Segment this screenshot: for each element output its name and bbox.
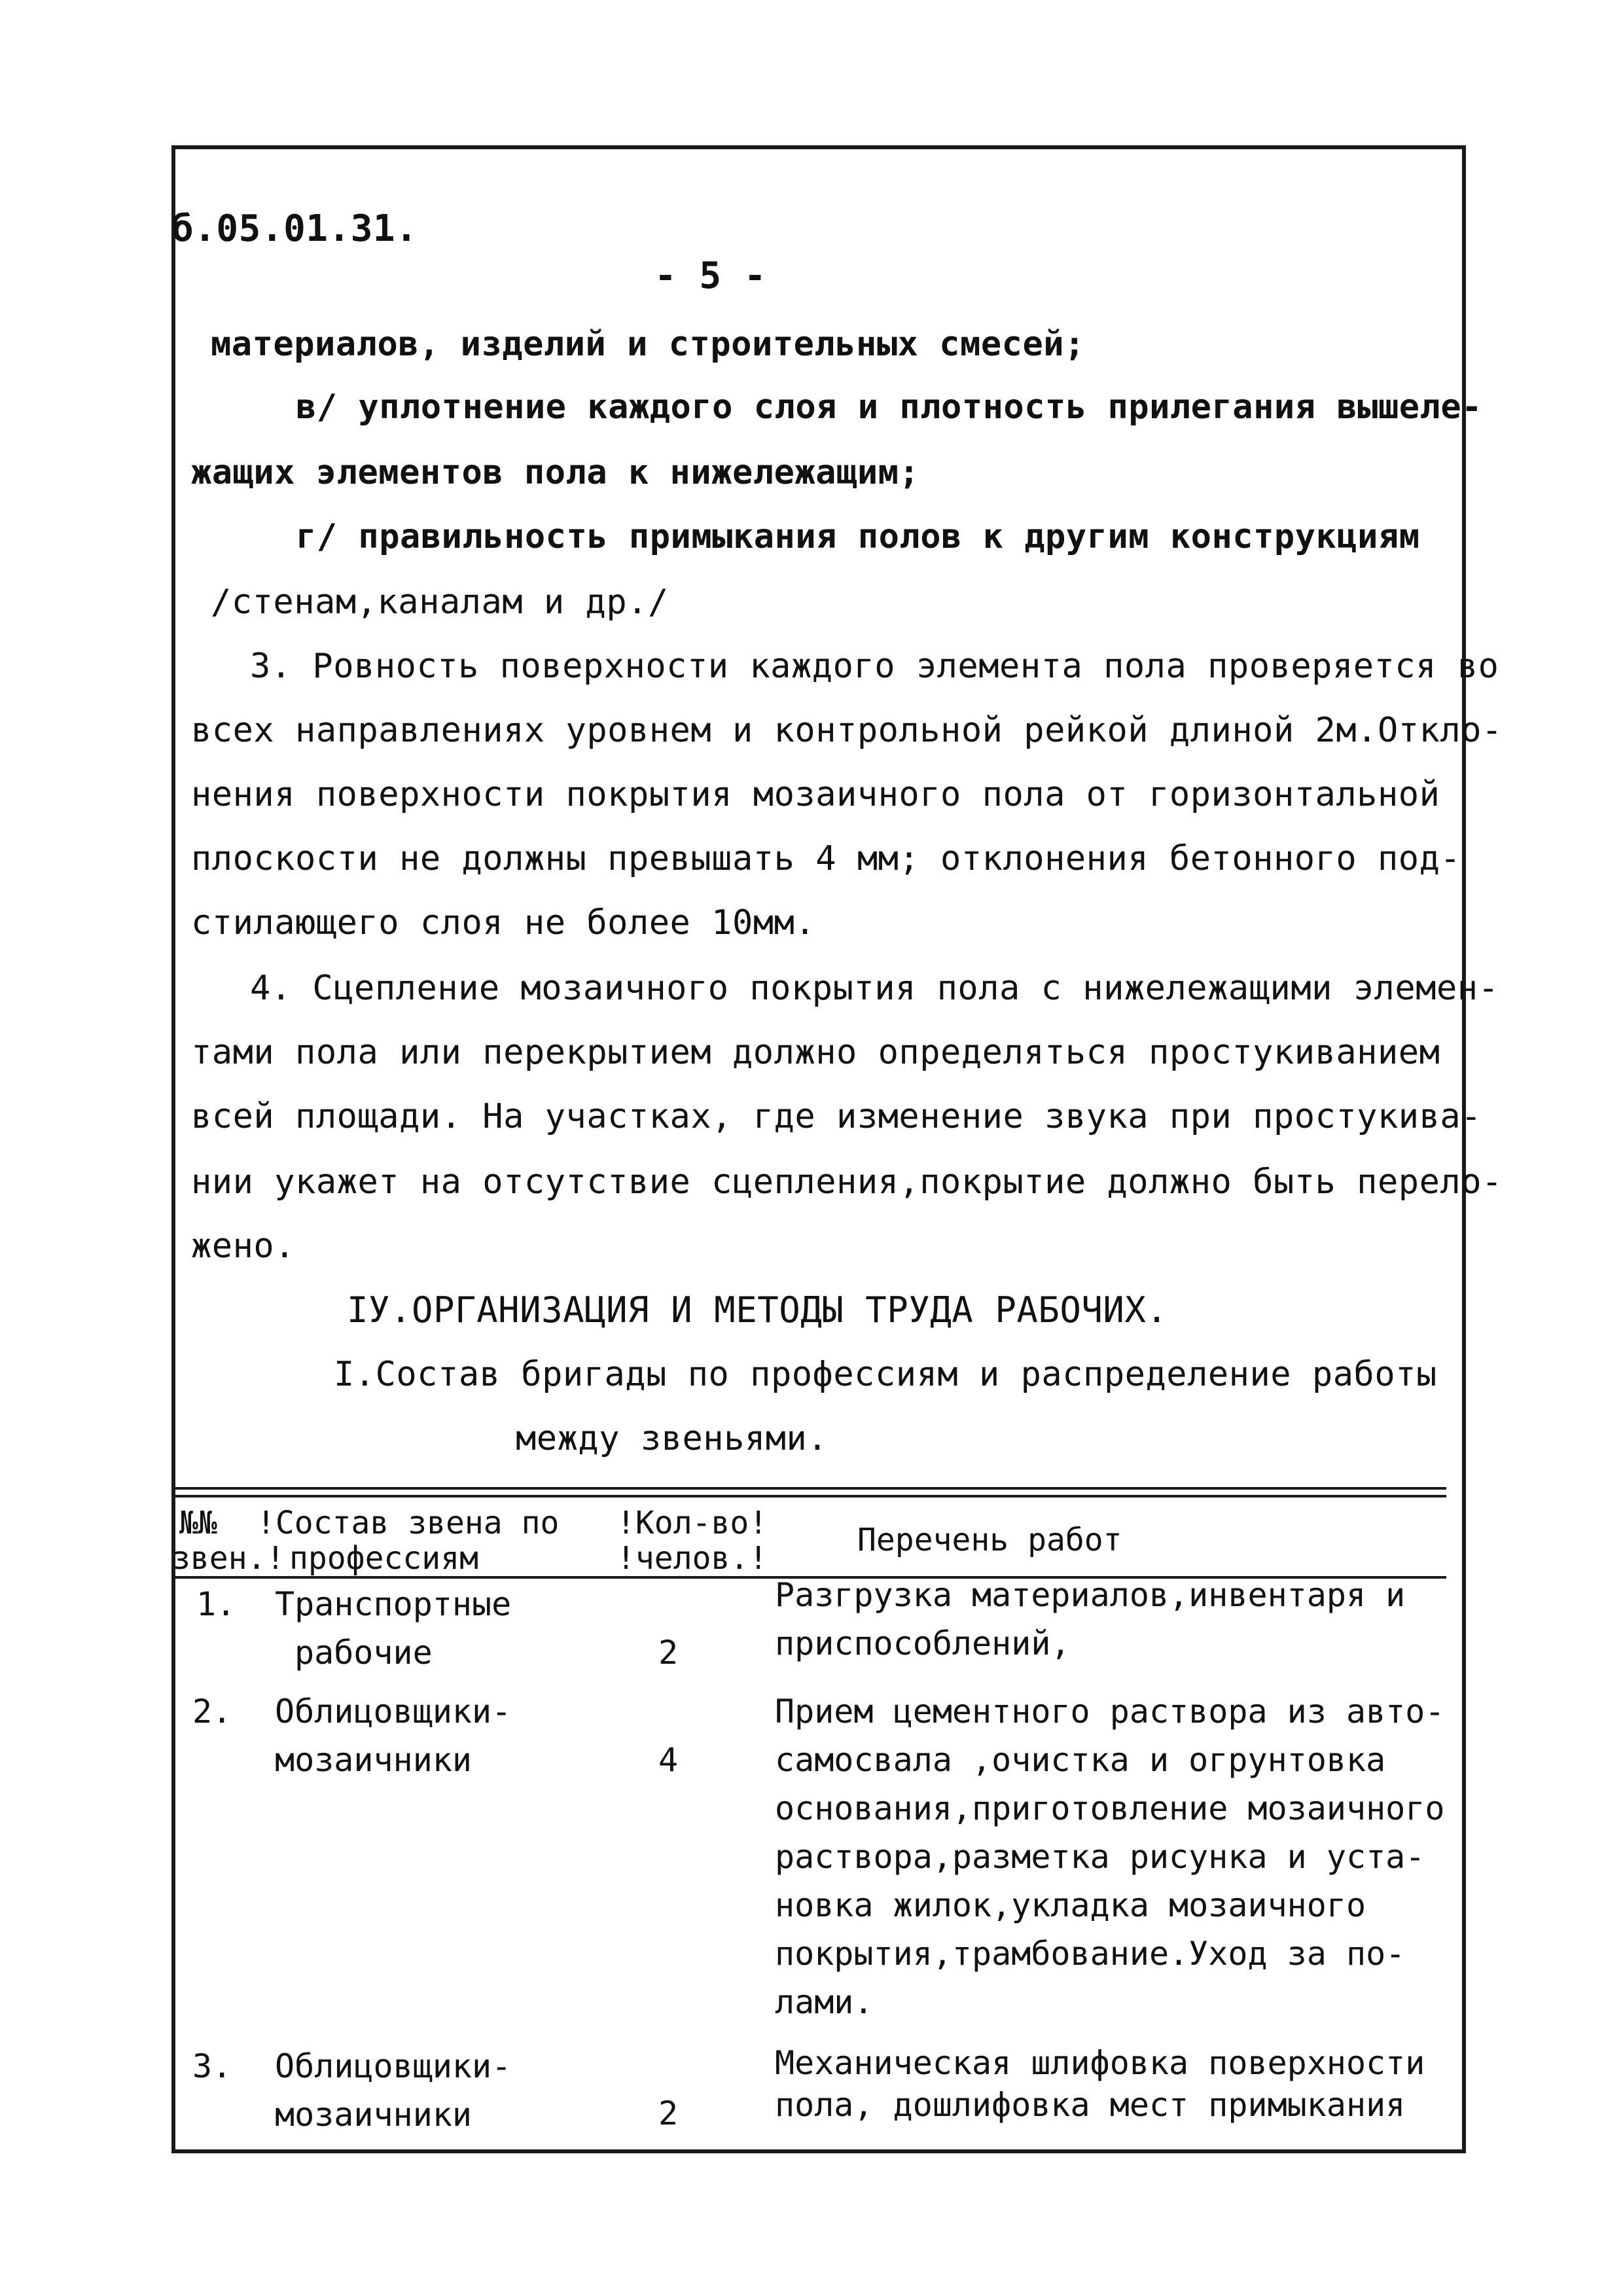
body-line: в/ уплотнение каждого слоя и плотность прилегания вышеле- (296, 387, 1482, 427)
row-count: 4 (658, 1741, 679, 1779)
body-line: г/ правильность примыкания полов к другим конструкциям (296, 517, 1420, 556)
row-number: 2. (192, 1693, 232, 1731)
row-number: 3. (192, 2047, 232, 2085)
body-line: 3. Ровность поверхности каждого элемента пола проверяется во (250, 647, 1499, 686)
header-count: !Кол-во! !челов.! (616, 1505, 768, 1577)
page-number: - 5 - (654, 255, 767, 297)
section-heading: IУ.ОРГАНИЗАЦИЯ И МЕТОДЫ ТРУДА РАБОЧИХ. (347, 1289, 1168, 1331)
row-composition: Облицовщики- мозаичники (275, 2047, 512, 2134)
table-top-rule-2 (171, 1495, 1446, 1498)
row-works: Механическая шлифовка поверхности пола, дошлифовка мест примыкания (775, 2044, 1425, 2124)
body-line: 4. Сцепление мозаичного покрытия пола с нижележащими элемен- (250, 969, 1499, 1008)
document-code: б.05.01.31. (171, 207, 418, 250)
body-line: жено. (191, 1227, 296, 1266)
row-count: 2 (658, 2094, 679, 2132)
body-line: нения поверхности покрытия мозаичного пола от горизонтальной (191, 775, 1440, 814)
header-works: Перечень работ (857, 1522, 1122, 1558)
body-line: нии укажет на отсутствие сцепления,покрытие должно быть перело- (191, 1162, 1503, 1202)
section-subheading: I.Состав бригады по профессиям и распределение работы (334, 1355, 1437, 1394)
body-line: материалов, изделий и строительных смесей; (211, 325, 1085, 364)
body-line: стилающего слоя не более 10мм. (191, 903, 816, 942)
row-composition: Облицовщики- мозаичники (275, 1693, 512, 1779)
header-composition: !Состав звена по профессиям (257, 1505, 560, 1577)
row-count: 2 (658, 1634, 679, 1672)
row-number: 1. (196, 1585, 236, 1623)
body-line: тами пола или перекрытием должно определяться простукиванием (191, 1033, 1440, 1072)
header-number: №№ звен.! (171, 1505, 285, 1577)
body-line: /стенам,каналам и др./ (211, 583, 669, 622)
row-works: Разгрузка материалов,инвентаря и приспособлений, (775, 1576, 1406, 1662)
body-line: всех направлениях уровнем и контрольной рейкой длиной 2м.Откло- (191, 711, 1503, 750)
table-top-rule (171, 1487, 1446, 1490)
row-composition: Транспортные рабочие (275, 1585, 512, 1672)
section-subheading: между звеньями. (516, 1419, 829, 1458)
body-line: жащих элементов пола к нижележащим; (191, 453, 920, 492)
body-line: всей площади. На участках, где изменение звука при простукива- (191, 1097, 1482, 1136)
body-line: плоскости не должны превышать 4 мм; отклонения бетонного под- (191, 839, 1461, 878)
row-works: Прием цементного раствора из авто- самосвала ,очистка и огрунтовка основания,приготовление мозаичного раствора,разметка рисунка и уста- новка жилок,укладка мозаичного покрытия,трамбование.Уход за по- лами. (775, 1693, 1445, 2021)
